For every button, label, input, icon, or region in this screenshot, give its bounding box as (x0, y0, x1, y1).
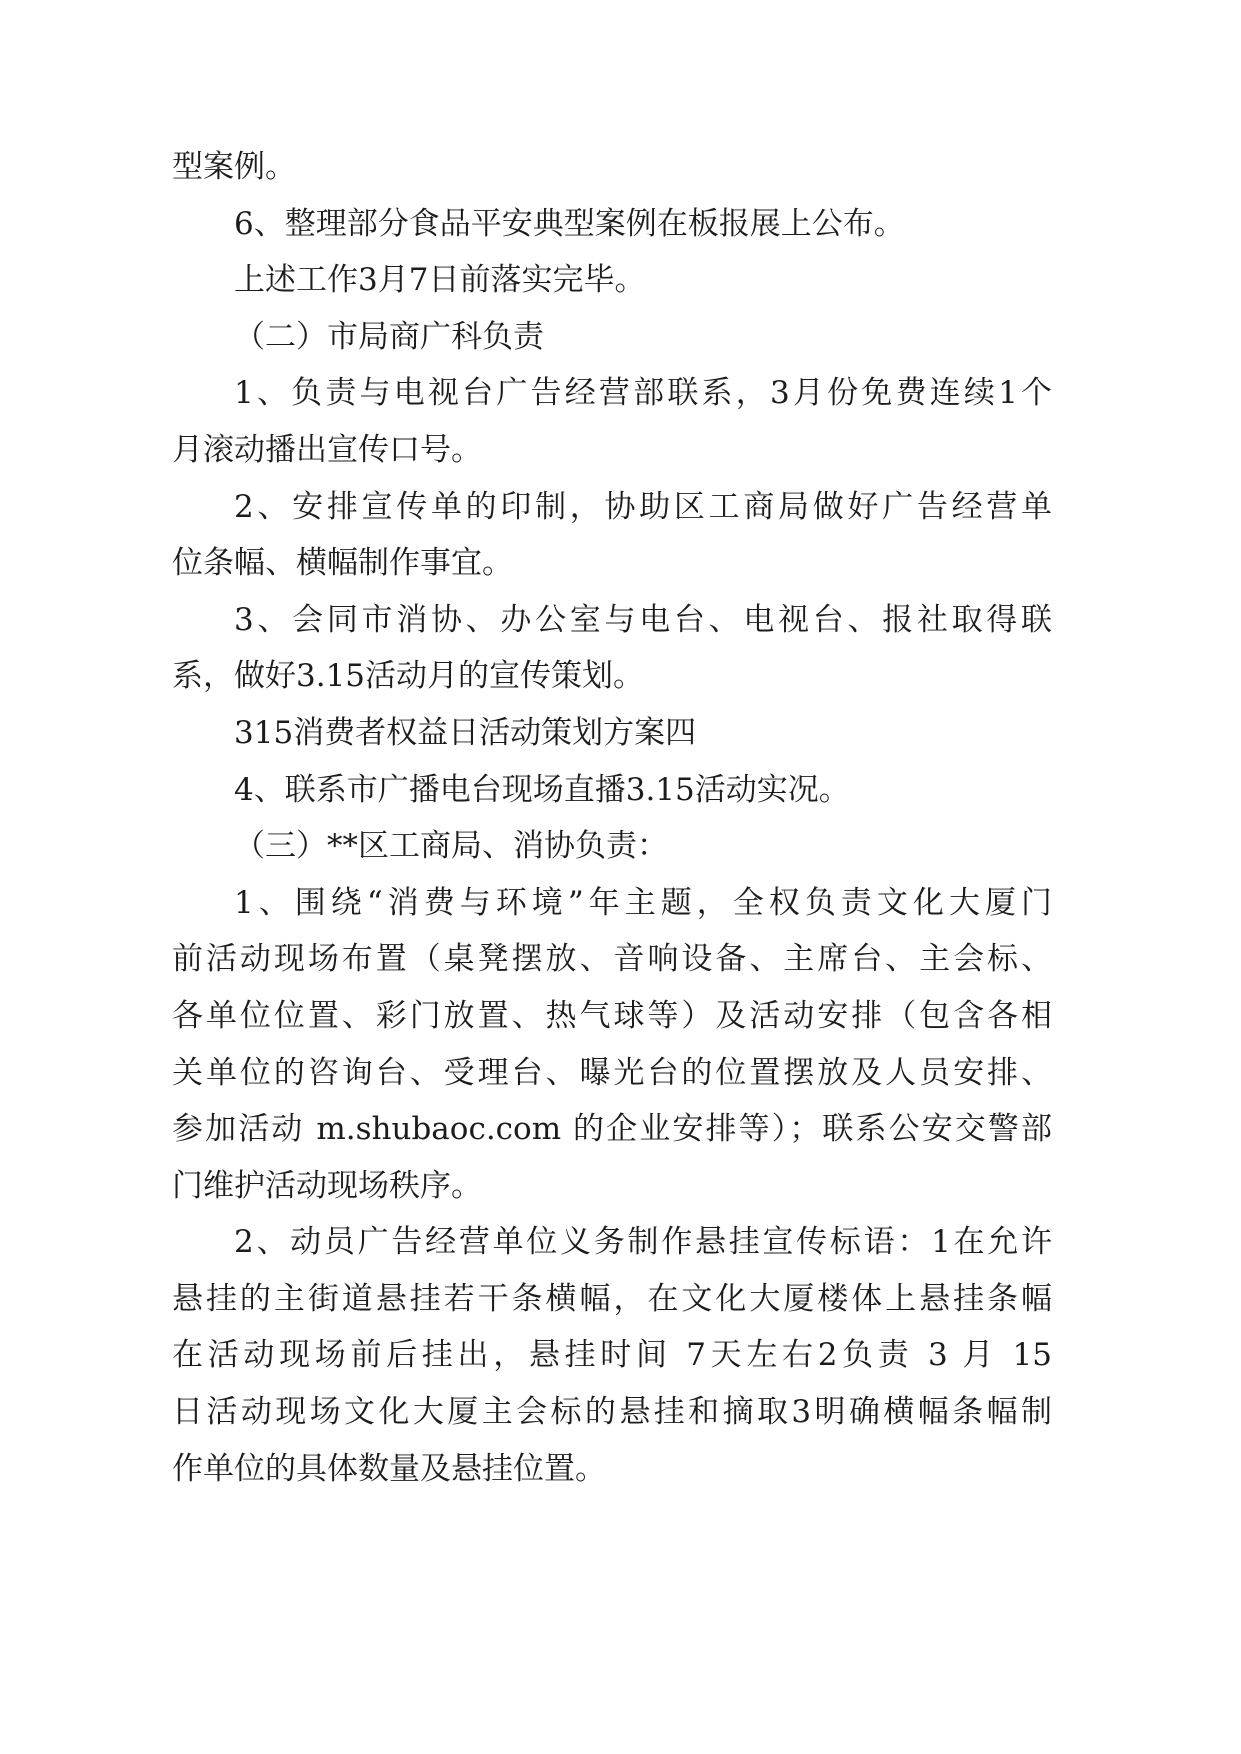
text-line: 2、安排宣传单的印制，协助区工商局做好广告经营单 (234, 488, 1052, 525)
paragraph (172, 196, 1052, 253)
text-line: 位条幅、横幅制作事宜。 (172, 545, 513, 582)
paragraph (172, 875, 1052, 1215)
text-line: 315消费者权益日活动策划方案四 (234, 714, 697, 751)
text-line: 前活动现场布置（桌凳摆放、音响设备、主席台、主会标、 (172, 941, 1052, 978)
section-heading (172, 309, 1052, 366)
text-line: 悬挂的主街道悬挂若干条横幅，在文化大厦楼体上悬挂条幅 (172, 1280, 1052, 1317)
paragraph (172, 762, 1052, 819)
paragraph (172, 479, 1052, 592)
text-line: 上述工作3月7日前落实完毕。 (234, 262, 646, 299)
text-line: 1、负责与电视台广告经营部联系，3月份免费连续1个 (234, 375, 1052, 412)
paragraph (172, 705, 1052, 762)
text-line: 4、联系市广播电台现场直播3.15活动实况。 (234, 771, 850, 808)
text-line: 日活动现场文化大厦主会标的悬挂和摘取3明确横幅条幅制 (172, 1394, 1052, 1431)
text-line: 系，做好3.15活动月的宣传策划。 (172, 658, 645, 695)
paragraph (172, 365, 1052, 478)
text-line: 关单位的咨询台、受理台、曝光台的位置摆放及人员安排、 (172, 1054, 1052, 1091)
document-page (172, 139, 1052, 1497)
text-line: 在活动现场前后挂出，悬挂时间 7天左右2负责 3 月 15 (172, 1337, 1052, 1374)
text-line: 各单位位置、彩门放置、热气球等）及活动安排（包含各相 (172, 997, 1052, 1034)
text-line: 6、整理部分食品平安典型案例在板报展上公布。 (234, 205, 905, 242)
section-heading (172, 818, 1052, 875)
text-line: 作单位的具体数量及悬挂位置。 (172, 1450, 606, 1487)
text-line: 3、会同市消协、办公室与电台、电视台、报社取得联 (234, 601, 1052, 638)
text-line: 2、动员广告经营单位义务制作悬挂宣传标语：1在允许 (234, 1224, 1052, 1261)
text-line: 型案例。 (172, 149, 296, 185)
paragraph (172, 252, 1052, 309)
text-line: 参加活动 m.shubaoc.com 的企业安排等）；联系公安交警部 (172, 1111, 1052, 1148)
paragraph (172, 1214, 1052, 1497)
text-line: 门维护活动现场秩序。 (172, 1167, 482, 1204)
text-line: （二）市局商广科负责 (234, 318, 544, 355)
text-line: 月滚动播出宣传口号。 (172, 431, 482, 468)
paragraph (172, 592, 1052, 705)
text-line: 1、围绕“消费与环境”年主题，全权负责文化大厦门 (234, 884, 1052, 921)
text-line: （三）**区工商局、消协负责： (234, 828, 668, 865)
paragraph (172, 139, 1052, 196)
